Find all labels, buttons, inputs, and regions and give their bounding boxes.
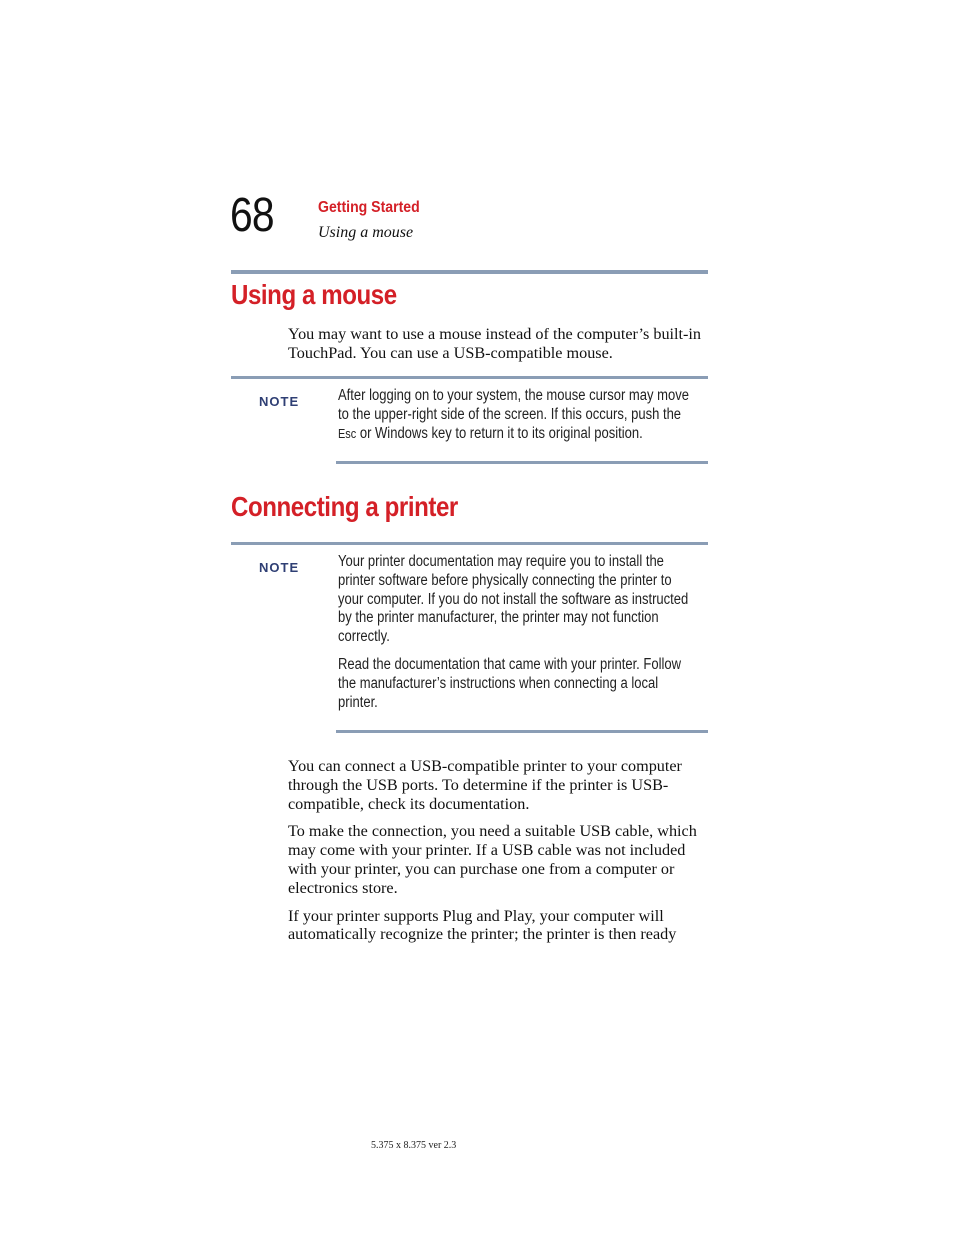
note-text-part: After logging on to your system, the mouse cursor may move to the upper-right side of the screen. If this occurs, push the: [338, 387, 689, 423]
chapter-title: Getting Started: [318, 199, 420, 216]
section-rule: [231, 270, 708, 274]
note-paragraph: [338, 387, 691, 443]
mouse-intro-paragraph: [288, 325, 713, 372]
section-heading-printer: Connecting a printer: [231, 491, 458, 522]
note-bottom-rule: [336, 730, 708, 733]
paragraph: You may want to use a mouse instead of the computer’s built-in TouchPad. You can use a USB-compatible mouse.: [288, 325, 702, 362]
printer-note-text: [338, 553, 691, 721]
section-heading-mouse: Using a mouse: [231, 279, 397, 310]
paragraph: To make the connection, you need a suitable USB cable, which may come with your printer. If a USB cable was not included with your printer, you can purchase one from a computer or electronics store.: [288, 822, 697, 897]
section-running-head: Using a mouse: [318, 224, 414, 241]
note-top-rule: [231, 376, 708, 379]
note-bottom-rule: [336, 461, 708, 464]
page-number: 68: [230, 189, 274, 242]
note-paragraph: Your printer documentation may require you to install the printer software before physically connecting the printer to your computer. If you do not install the software as instructed by the printer manufacturer, the printer may not function correctly.: [338, 553, 689, 646]
note-top-rule: [231, 542, 708, 545]
paragraph: You can connect a USB-compatible printer to your computer through the USB ports. To determine if the printer is USB-compatible, check its documentation.: [288, 757, 682, 813]
mouse-note-text: [338, 387, 691, 452]
printer-body: [288, 757, 713, 953]
note-text-part: or Windows key to return it to its original position.: [356, 424, 643, 442]
note-label: NOTE: [259, 394, 300, 409]
version-footer: 5.375 x 8.375 ver 2.3: [371, 1140, 457, 1151]
note-label: NOTE: [259, 560, 300, 575]
esc-key-label: Esc: [338, 425, 357, 441]
paragraph: If your printer supports Plug and Play, your computer will automatically recognize the printer; the printer is then ready: [288, 906, 677, 944]
note-paragraph: Read the documentation that came with your printer. Follow the manufacturer’s instructions when connecting a local printer.: [338, 655, 682, 711]
